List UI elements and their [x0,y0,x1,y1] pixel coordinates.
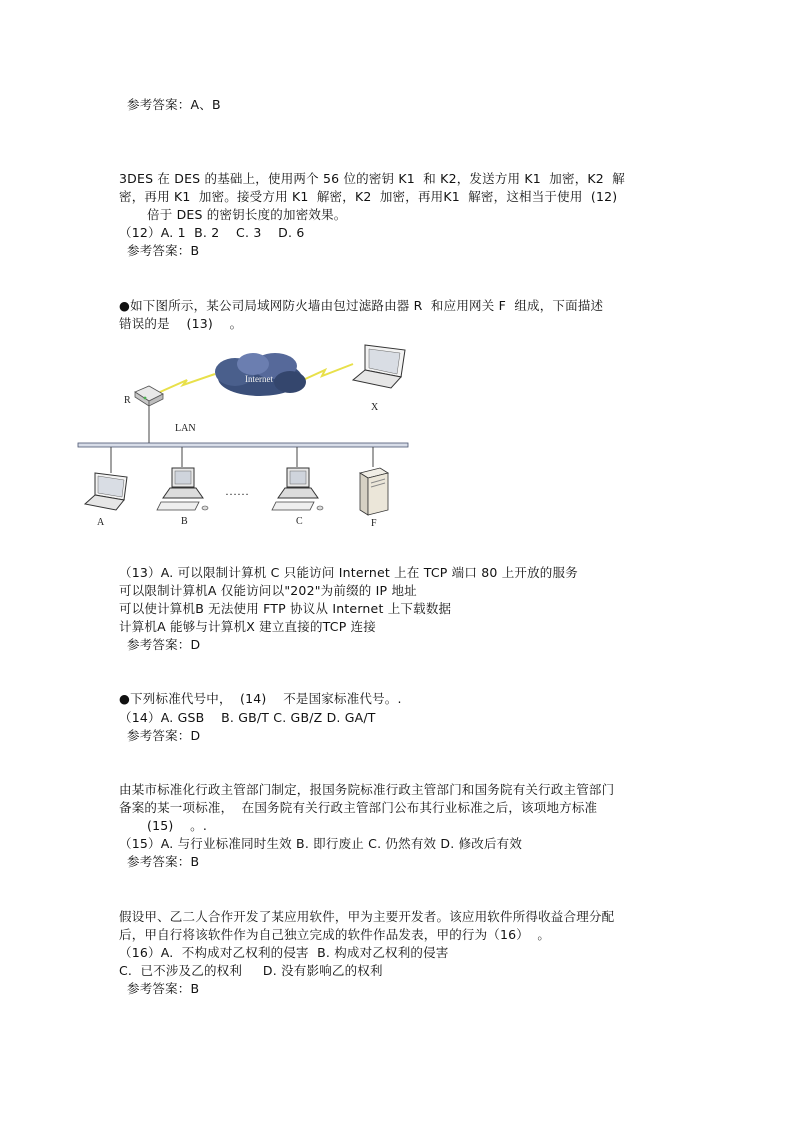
answer-q13: 参考答案：D [127,637,201,652]
options-q13-a: （13）A. 可以限制计算机 C 只能访问 Internet 上在 TCP 端口 80 上开放的服务 [119,565,578,580]
computer-c-label: C [296,516,303,527]
laptop-icon [85,473,127,510]
answer-q11: 参考答案：A、B [127,97,221,112]
question-q15-line2: 备案的某一项标准， 在国务院有关行政主管部门公布其行业标准之后，该项地方标准 [119,800,598,815]
question-q13-line1: ●如下图所示，某公司局域网防火墙由包过滤路由器 R 和应用网关 F 组成，下面描述 [119,298,604,313]
router-label: R [124,395,131,406]
question-q13-line2: 错误的是 (13) 。 [119,316,243,331]
question-q14: ●下列标准代号中， (14) 不是国家标准代号。. [119,691,402,706]
question-q12-line1: 3DES 在 DES 的基础上，使用两个 56 位的密钥 K1 和 K2，发送方用 K1 加密，K2 解 [119,171,626,186]
question-q15-line3: (15) 。. [147,818,208,833]
cloud-label: Internet [245,374,273,384]
question-q16-line1: 假设甲、乙二人合作开发了某应用软件，甲为主要开发者。该应用软件所得收益合理分配 [119,909,615,924]
options-q14: （14）A. GSB B. GB/T C. GB/Z D. GA/T [119,710,376,725]
computer-b-label: B [181,516,188,527]
options-q16-line1: （16）A. 不构成对乙权利的侵害 B. 构成对乙权利的侵害 [119,945,449,960]
laptop-icon [353,345,405,388]
options-q16-line2: C. 已不涉及乙的权利 D. 没有影响乙的权利 [119,963,383,978]
computer-x-label: X [371,402,379,413]
question-q15-line1: 由某市标准化行政主管部门制定，报国务院标准行政主管部门和国务院有关行政主管部门 [119,782,615,797]
desktop-computer-icon [157,468,208,510]
question-q12-line3: 倍于 DES 的密钥长度的加密效果。 [147,207,347,222]
ellipsis-label: …… [225,484,249,498]
options-q13-b: 可以限制计算机A 仅能访问以"202"为前缀的 IP 地址 [119,583,417,598]
question-q12-line2: 密，再用 K1 加密。接受方用 K1 解密，K2 加密，再用K1 解密，这相当于使用 (12) [119,189,618,204]
link-router-internet [160,374,215,392]
lan-bus [78,443,408,447]
options-q13-c: 可以使计算机B 无法使用 FTP 协议从 Internet 上下载数据 [119,601,452,616]
answer-q15: 参考答案：B [127,854,200,869]
server-icon [360,468,388,515]
desktop-computer-icon [272,468,323,510]
answer-q16: 参考答案：B [127,981,200,996]
computer-a-label: A [97,517,105,528]
router-icon [135,386,163,406]
options-q12: （12）A. 1 B. 2 C. 3 D. 6 [119,225,305,240]
options-q15: （15）A. 与行业标准同时生效 B. 即行废止 C. 仍然有效 D. 修改后有效 [119,836,523,851]
question-q16-line2: 后，甲自行将该软件作为自己独立完成的软件作品发表，甲的行为（16） 。 [119,927,551,942]
server-f-label: F [371,518,377,529]
options-q13-d: 计算机A 能够与计算机X 建立直接的TCP 连接 [119,619,377,634]
link-internet-x [303,364,353,380]
answer-q14: 参考答案：D [127,728,201,743]
answer-q12: 参考答案：B [127,243,200,258]
network-diagram [75,340,415,535]
lan-label: LAN [175,423,196,434]
